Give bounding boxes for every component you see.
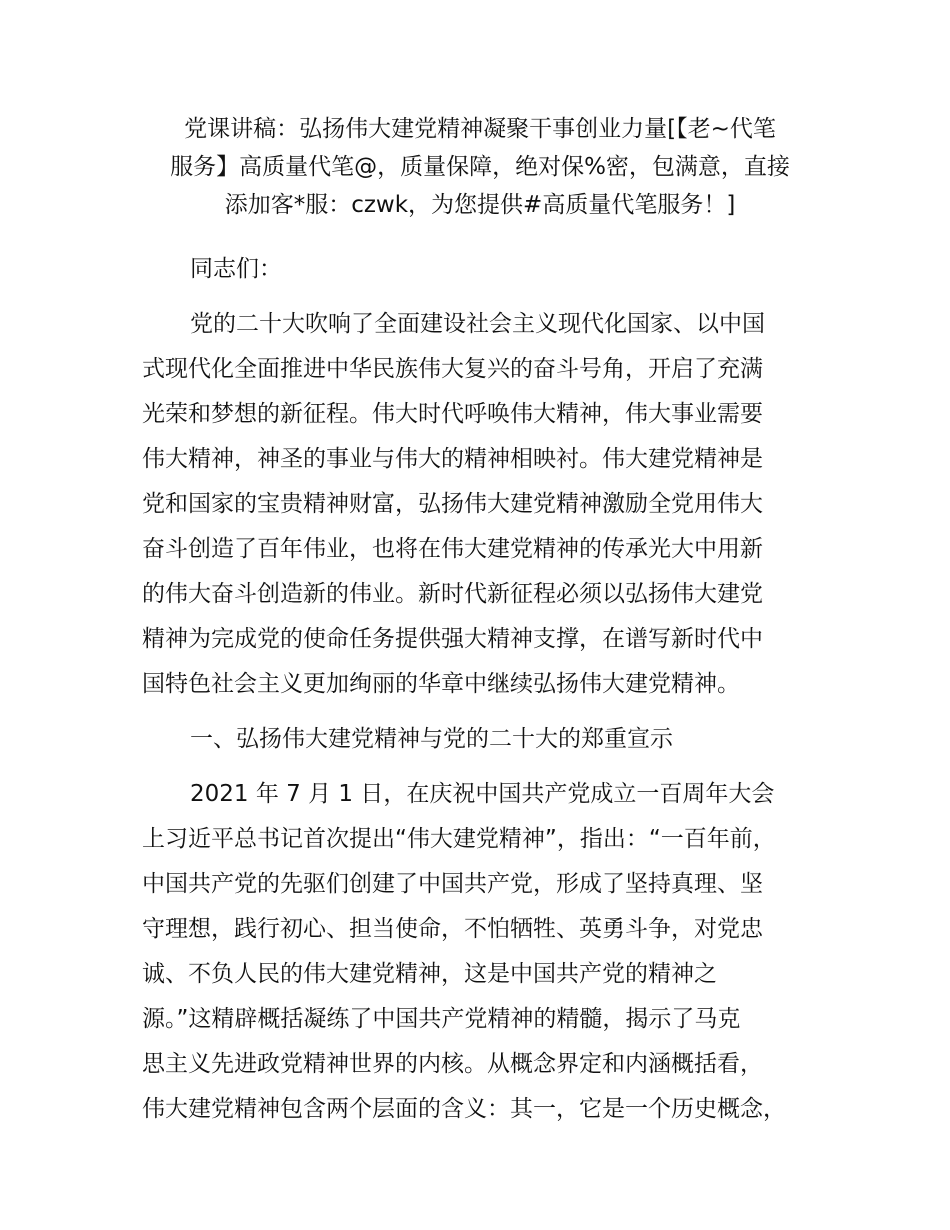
para2-line-2: 上习近平总书记首次提出“伟大建党精神”，指出：“一百年前， <box>142 826 776 852</box>
section-heading-1 <box>142 720 832 765</box>
para2-line-8: 伟大建党精神包含两个层面的含义：其一，它是一个历史概念， <box>142 1096 786 1122</box>
para1-line-5: 党和国家的宝贵精神财富，弘扬伟大建党精神激励全党用伟大 <box>142 491 763 517</box>
heading-1: 一、弘扬伟大建党精神与党的二十大的郑重宣示 <box>190 726 673 752</box>
title-line-1: 党课讲稿：弘扬伟大建党精神凝聚干事创业力量[【老~代笔 <box>184 116 776 142</box>
paragraph-intro <box>142 305 832 710</box>
salutation-paragraph <box>142 250 832 295</box>
para1-line-3: 光荣和梦想的新征程。伟大时代呼唤伟大精神，伟大事业需要 <box>142 401 763 427</box>
para1-line-8: 精神为完成党的使命任务提供强大精神支撑，在谱写新时代中 <box>142 626 763 652</box>
para2-line-3: 中国共产党的先驱们创建了中国共产党，形成了坚持真理、坚 <box>142 871 763 897</box>
document-title <box>140 110 820 224</box>
title-line-3: 添加客*服：czwk，为您提供#高质量代笔服务！] <box>224 192 736 218</box>
para2-line-6: 源。”这精辟概括凝练了中国共产党精神的精髓，揭示了马克 <box>142 1006 741 1032</box>
document-body <box>142 250 832 1135</box>
para2-line-4: 守理想，践行初心、担当使命，不怕牺牲、英勇斗争，对党忠 <box>142 916 763 942</box>
para1-line-6: 奋斗创造了百年伟业，也将在伟大建党精神的传承光大中用新 <box>142 536 763 562</box>
para2-line-1: 2021 年 7 月 1 日，在庆祝中国共产党成立一百周年大会 <box>190 781 775 807</box>
para1-line-7: 的伟大奋斗创造新的伟业。新时代新征程必须以弘扬伟大建党 <box>142 581 763 607</box>
salutation: 同志们： <box>190 256 282 282</box>
para1-line-2: 式现代化全面推进中华民族伟大复兴的奋斗号角，开启了充满 <box>142 356 763 382</box>
para1-line-4: 伟大精神，神圣的事业与伟大的精神相映衬。伟大建党精神是 <box>142 446 763 472</box>
title-line-2: 服务】高质量代笔@，质量保障，绝对保%密，包满意，直接 <box>170 154 790 180</box>
paragraph-section-1 <box>142 775 832 1135</box>
para1-line-1: 党的二十大吹响了全面建设社会主义现代化国家、以中国 <box>190 311 765 337</box>
para2-line-5: 诚、不负人民的伟大建党精神，这是中国共产党的精神之 <box>142 961 717 987</box>
para2-line-7: 思主义先进政党精神世界的内核。从概念界定和内涵概括看， <box>142 1051 763 1077</box>
para1-line-9: 国特色社会主义更加绚丽的华章中继续弘扬伟大建党精神。 <box>142 671 740 697</box>
